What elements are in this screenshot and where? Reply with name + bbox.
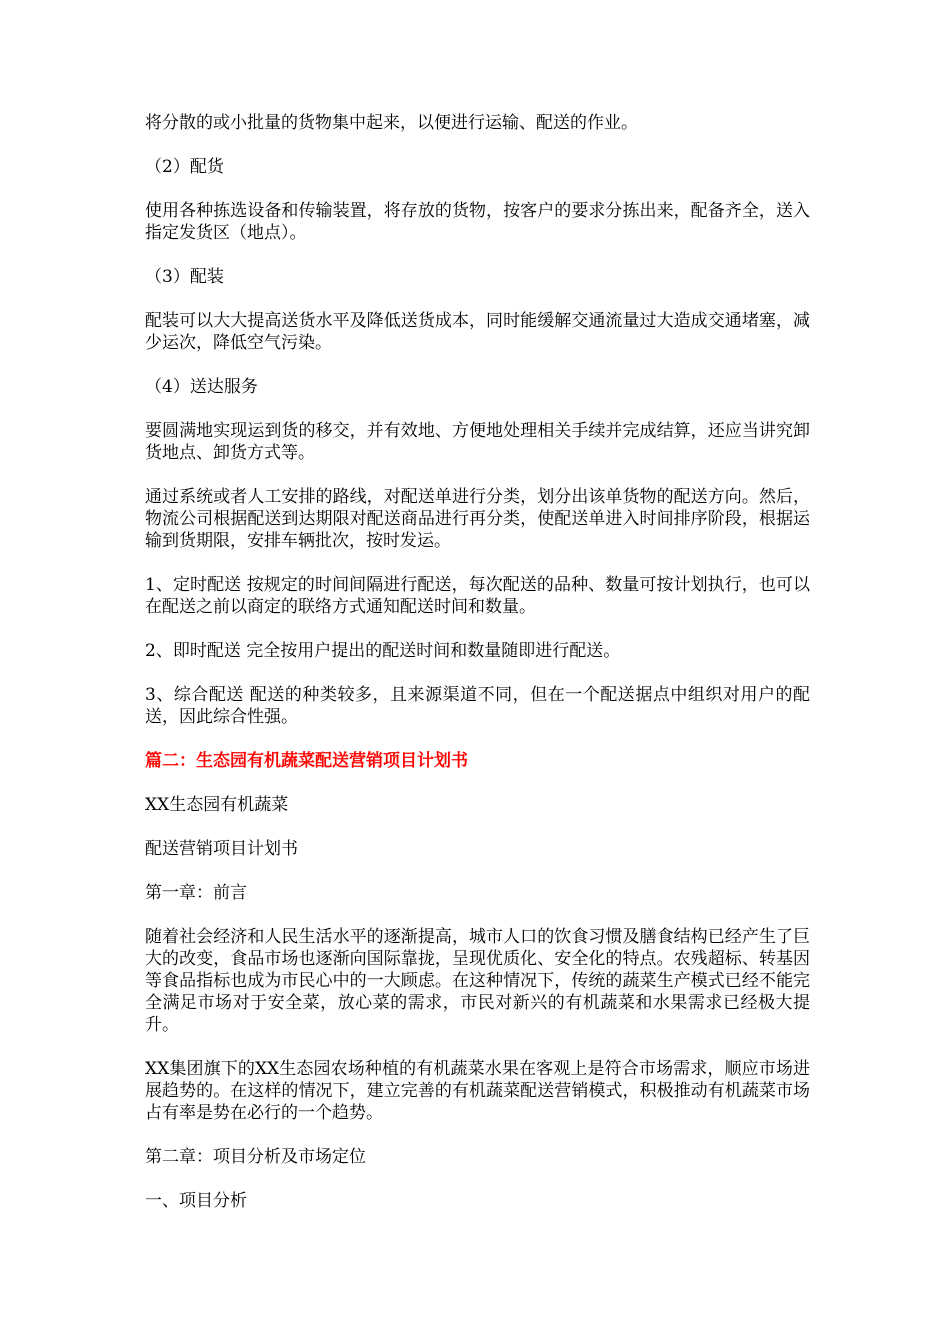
paragraph-scheduled-delivery: 1、定时配送 按规定的时间间隔进行配送，每次配送的品种、数量可按计划执行，也可以在配送之前以商定的联络方式通知配送时间和数量。 — [145, 575, 810, 617]
paragraph-delivery-service: 要圆满地实现运到货的移交，并有效地、方便地处理相关手续并完成结算，还应当讲究卸货地点、卸货方式等。 — [145, 421, 810, 463]
subheading-delivery-service: （4）送达服务 — [145, 377, 258, 397]
title-line-plan: 配送营销项目计划书 — [145, 839, 298, 859]
title-line-eco-park: XX生态园有机蔬菜 — [145, 795, 289, 815]
subheading-loading: （3）配装 — [145, 267, 224, 287]
paragraph-collection: 将分散的或小批量的货物集中起来，以便进行运输、配送的作业。 — [145, 113, 638, 133]
paragraph-preface: 随着社会经济和人民生活水平的逐渐提高，城市人口的饮食习惯及膳食结构已经产生了巨大的改变，食品市场也逐渐向国际靠拢，呈现优质化、安全化的特点。农残超标、转基因等食品指标也成为市民心中的一大顾虑。在这种情况下，传统的蔬菜生产模式已经不能完全满足市场对于安全菜，放心菜的需求，市民对新兴的有机蔬菜和水果需求已经极大提升。 — [145, 927, 810, 1035]
paragraph-routing: 通过系统或者人工安排的路线，对配送单进行分类，划分出该单货物的配送方向。然后，物流公司根据配送到达期限对配送商品进行再分类，使配送单进入时间排序阶段，根据运输到货期限，安排车辆批次，按时发运。 — [145, 487, 810, 551]
chapter-one-heading: 第一章：前言 — [145, 883, 247, 903]
chapter-two-heading: 第二章：项目分析及市场定位 — [145, 1147, 366, 1167]
subheading-distribution: （2）配货 — [145, 157, 224, 177]
project-analysis-heading: 一、项目分析 — [145, 1191, 247, 1211]
paragraph-group-overview: XX集团旗下的XX生态园农场种植的有机蔬菜水果在客观上是符合市场需求，顺应市场进展趋势的。在这样的情况下，建立完善的有机蔬菜配送营销模式，积极推动有机蔬菜市场占有率是势在必行的一个趋势。 — [145, 1059, 810, 1123]
paragraph-loading: 配装可以大大提高送货水平及降低送货成本，同时能缓解交通流量过大造成交通堵塞，减少运次，降低空气污染。 — [145, 311, 810, 353]
document-page — [145, 112, 810, 1234]
paragraph-instant-delivery: 2、即时配送 完全按用户提出的配送时间和数量随即进行配送。 — [145, 641, 621, 661]
section-heading-part-two: 篇二：生态园有机蔬菜配送营销项目计划书 — [145, 751, 468, 771]
paragraph-combined-delivery: 3、综合配送 配送的种类较多，且来源渠道不同，但在一个配送据点中组织对用户的配送，因此综合性强。 — [145, 685, 810, 727]
paragraph-distribution: 使用各种拣选设备和传输装置，将存放的货物，按客户的要求分拣出来，配备齐全，送入指定发货区（地点）。 — [145, 201, 810, 243]
